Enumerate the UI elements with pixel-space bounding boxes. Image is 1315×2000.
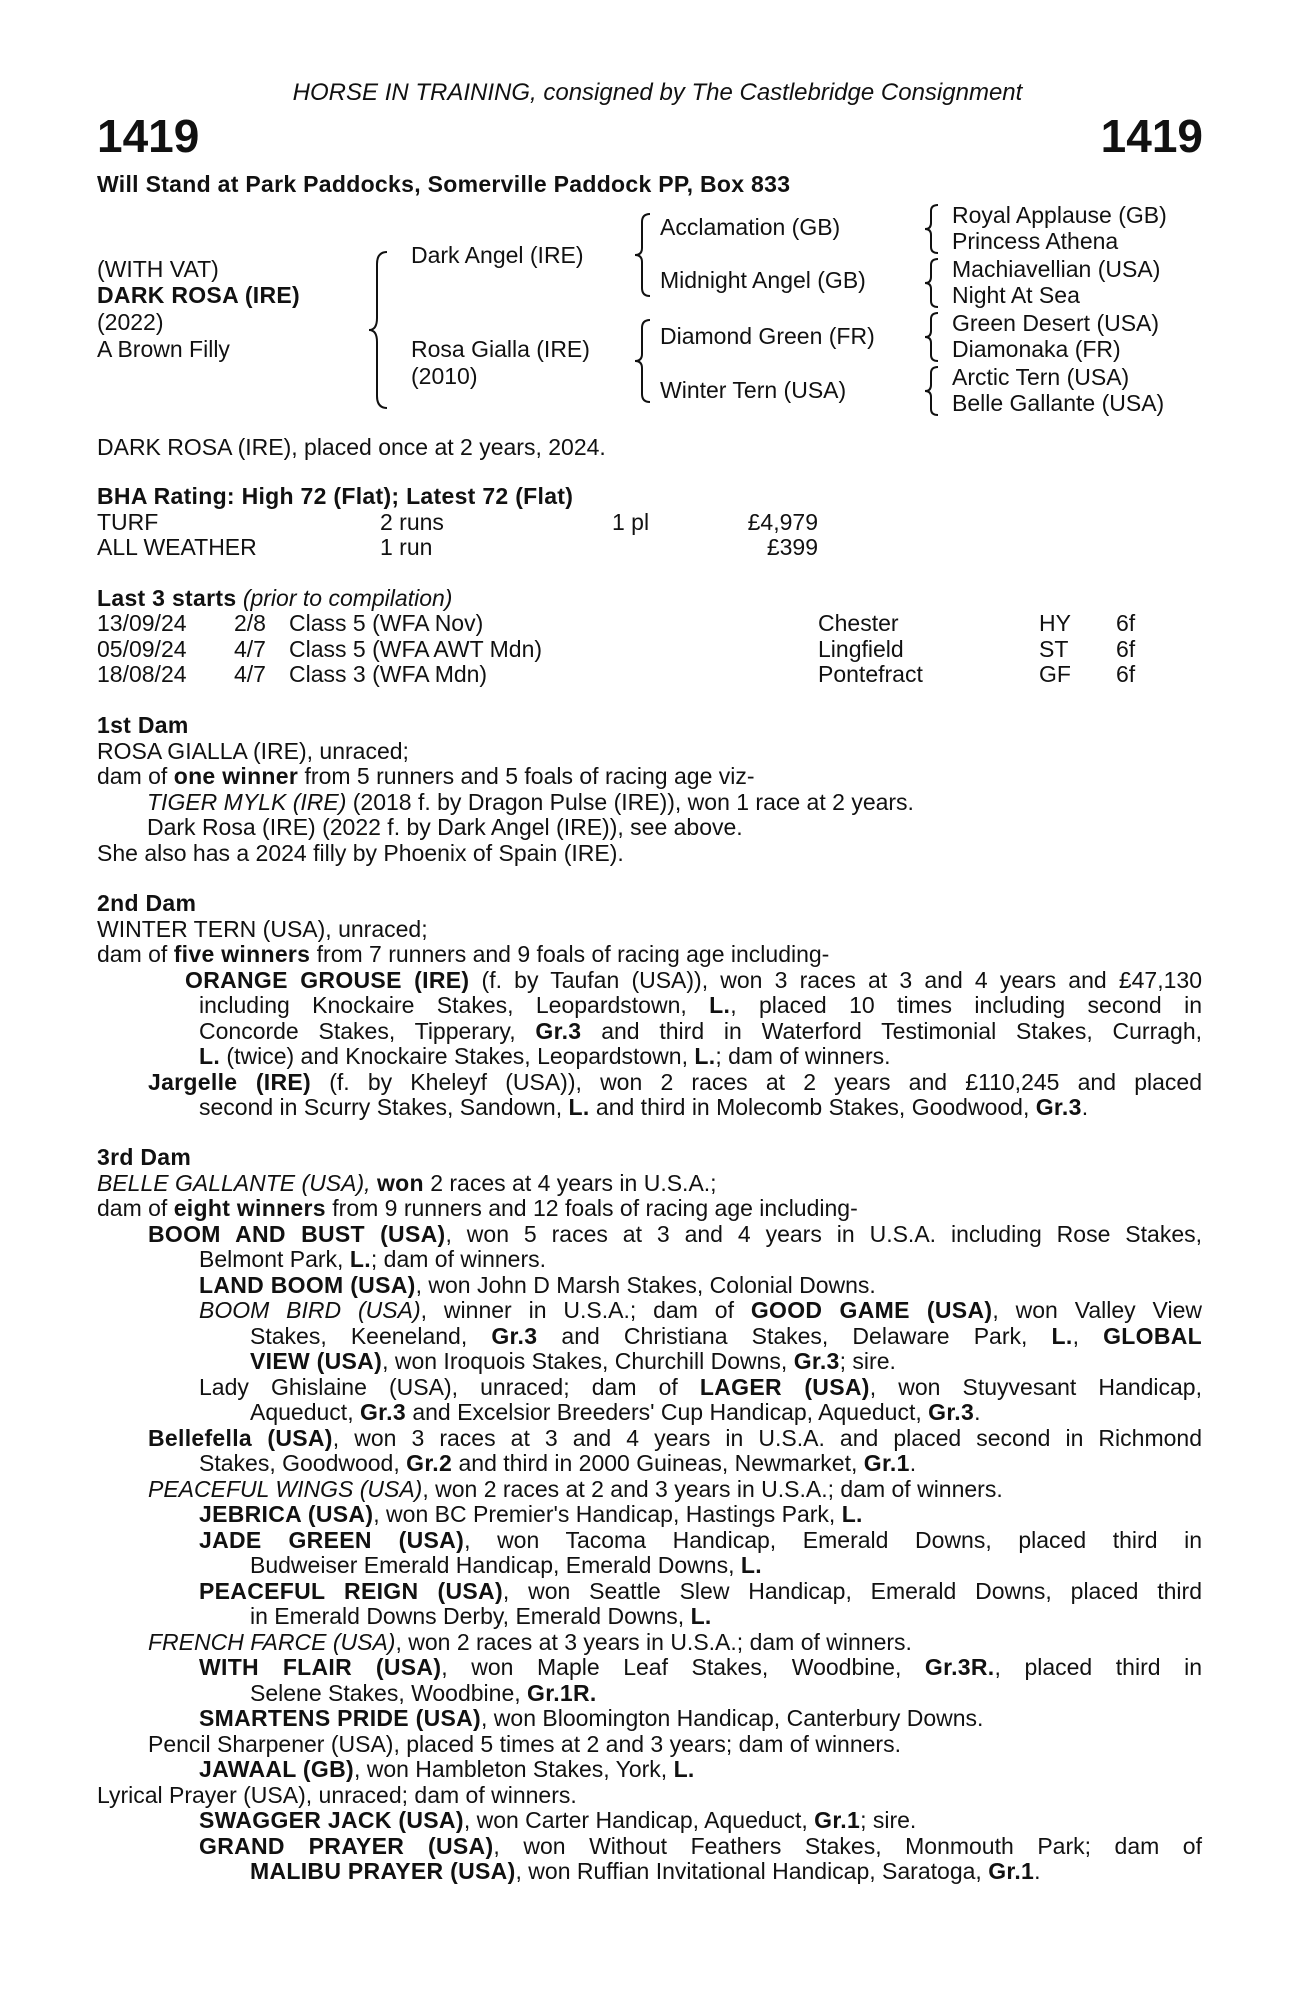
produce-boom-bird [97, 1298, 1202, 1324]
text: Stakes, Keeneland, [250, 1322, 492, 1349]
vat-note: (WITH VAT) [97, 256, 219, 282]
text: ; sire. [839, 1348, 896, 1374]
start-date: 13/09/24 [97, 610, 187, 636]
text: Lady Ghislaine (USA), unraced; dam of [199, 1373, 700, 1400]
text: , won 2 races at 2 and 3 years in U.S.A.; dam of winners. [422, 1475, 1003, 1502]
dam-name: Rosa Gialla (IRE) [411, 336, 590, 362]
g-dss: Green Desert (USA) [952, 310, 1160, 336]
start-course: Chester [818, 610, 899, 636]
third-dam-section [97, 1145, 1202, 1885]
text: ; sire. [860, 1807, 917, 1833]
text: Aqueduct, [250, 1399, 360, 1425]
horse-name: LAGER (USA) [699, 1373, 870, 1400]
grade: Gr.1 [863, 1450, 910, 1476]
horse-name: ORANGE GROUSE (IRE) [185, 966, 470, 993]
first-dam-produce-line [97, 764, 1202, 790]
second-dam-section [97, 891, 1202, 1121]
produce-french-farce [97, 1630, 1202, 1656]
produce-line [97, 1019, 1202, 1045]
grade: L. [690, 1603, 712, 1629]
rating-surface: TURF [97, 509, 159, 535]
text: dam of [97, 941, 174, 967]
start-date: 18/08/24 [97, 661, 187, 687]
start-going: ST [1039, 636, 1069, 662]
text: 2 races at 4 years in U.S.A.; [423, 1169, 717, 1196]
horse-name: LAND BOOM (USA) [199, 1271, 416, 1298]
horse-name: MALIBU PRAYER (USA) [250, 1858, 516, 1884]
horse-description: A Brown Filly [97, 336, 230, 362]
produce-line [97, 1095, 1202, 1121]
sire-name: Dark Angel (IRE) [411, 242, 584, 268]
start-course: Lingfield [818, 636, 904, 662]
produce-line [97, 1324, 1202, 1350]
start-course: Pontefract [818, 661, 923, 687]
produce-bellefella [97, 1426, 1202, 1452]
horse-name: TIGER MYLK (IRE) [147, 788, 347, 815]
text: second in Scurry Stakes, Sandown, [199, 1094, 569, 1120]
horse-name: Jargelle (IRE) [148, 1068, 311, 1095]
grade: L. [694, 1043, 716, 1069]
produce-orange-grouse [97, 968, 1202, 994]
start-going: GF [1039, 661, 1071, 687]
g-ddd: Belle Gallante (USA) [952, 390, 1165, 416]
brace-g3 [922, 311, 942, 363]
horse-name: VIEW (USA) [250, 1348, 383, 1374]
text: dam of [97, 763, 174, 789]
grade: Gr.3 [793, 1348, 840, 1374]
text: , won John D Marsh Stakes, Colonial Downs. [415, 1271, 876, 1298]
starts-subtitle: (prior to compilation) [242, 585, 453, 611]
first-dam-title: 1st Dam [97, 712, 189, 738]
text: . [1081, 1094, 1089, 1120]
horse-name: Bellefella (USA) [148, 1424, 333, 1451]
second-dam-produce-line [97, 942, 1202, 968]
start-position: 4/7 [234, 661, 266, 687]
text: including Knockaire Stakes, Leopardstown, [199, 992, 710, 1018]
first-dam-note: She also has a 2024 filly by Phoenix of Spain (IRE). [97, 839, 624, 866]
rating-earnings: £399 [766, 534, 818, 560]
produce-line [97, 1553, 1202, 1579]
grade: Gr.3 [359, 1399, 406, 1425]
produce-line [97, 1451, 1202, 1477]
rating-runs: 2 runs [380, 509, 444, 535]
g-sss: Royal Applause (GB) [952, 202, 1167, 228]
grade: L. [841, 1501, 863, 1527]
produce-line [97, 1681, 1202, 1707]
text: won [376, 1169, 424, 1196]
start-distance: 6f [1116, 636, 1136, 662]
brace-g4 [922, 365, 942, 417]
text: (f. by Kheleyf (USA)), won 2 races at 2 years and £110,245 and placed [311, 1068, 1202, 1095]
grade: Gr.3 [535, 1017, 582, 1044]
start-date: 05/09/24 [97, 636, 187, 662]
text: ; dam of winners. [715, 1043, 891, 1069]
produce-boom-and-bust [97, 1222, 1202, 1248]
produce-peaceful-wings [97, 1477, 1202, 1503]
third-dam-title: 3rd Dam [97, 1144, 192, 1170]
grade: Gr.3 [1035, 1094, 1082, 1120]
horse-name: DARK ROSA (IRE) [97, 282, 300, 308]
sire-sire: Acclamation (GB) [660, 214, 841, 240]
third-dam-produce-line [97, 1196, 1202, 1222]
text: ; dam of winners. [370, 1246, 547, 1272]
winners-count: five winners [173, 941, 311, 967]
text: , placed 10 times including second in [730, 992, 1202, 1018]
text: , won Stuyvesant Handicap, [869, 1373, 1202, 1400]
produce-malibu-prayer [97, 1859, 1202, 1885]
text: , won Tacoma Handicap, Emerald Downs, placed third in [464, 1526, 1202, 1553]
produce-line [97, 1604, 1202, 1630]
horse-name: SMARTENS PRIDE (USA) [199, 1705, 482, 1731]
g-dds: Arctic Tern (USA) [952, 364, 1130, 390]
text: , won Iroquois Stakes, Churchill Downs, [382, 1348, 794, 1374]
produce-jawaal [97, 1757, 1202, 1783]
text: Concorde Stakes, Tipperary, [199, 1017, 536, 1044]
text: and third in Waterford Testimonial Stakes, Curragh, [581, 1017, 1202, 1044]
horse-name: JEBRICA (USA) [199, 1501, 374, 1527]
text: BELLE GALLANTE (USA), [97, 1169, 377, 1196]
grade: Gr.1R. [527, 1679, 597, 1706]
horse-name: BOOM AND BUST (USA) [148, 1220, 446, 1247]
g-sdd: Night At Sea [952, 282, 1080, 308]
produce-with-flair [97, 1655, 1202, 1681]
horse-name: FRENCH FARCE (USA) [148, 1628, 396, 1655]
produce-lyrical-prayer: Lyrical Prayer (USA), unraced; dam of winners. [97, 1781, 577, 1808]
pedigree-brace-main [365, 250, 395, 410]
text: and third in Molecomb Stakes, Goodwood, [589, 1094, 1036, 1120]
text: in Emerald Downs Derby, Emerald Downs, [250, 1603, 691, 1629]
text: and Christiana Stakes, Delaware Park, [537, 1322, 1052, 1349]
horse-name: BOOM BIRD (USA) [199, 1297, 421, 1323]
produce-pencil-sharpener: Pencil Sharpener (USA), placed 5 times at 2 and 3 years; dam of winners. [148, 1730, 901, 1757]
horse-name: JADE GREEN (USA) [199, 1526, 465, 1553]
start-race: Class 5 (WFA AWT Mdn) [289, 636, 543, 662]
consignment-header: HORSE IN TRAINING, consigned by The Castlebridge Consignment [292, 79, 1023, 106]
lot-number-left: 1419 [97, 110, 200, 162]
start-distance: 6f [1116, 610, 1136, 636]
grade: Gr.3 [491, 1322, 538, 1349]
grade: Gr.2 [406, 1450, 453, 1476]
produce-line [97, 1044, 1202, 1070]
produce-land-boom [97, 1273, 1202, 1299]
text: , won 5 races at 3 and 4 years in U.S.A. including Rose Stakes, [445, 1220, 1202, 1247]
horse-name: GRAND PRAYER (USA) [199, 1832, 494, 1859]
text: , won Ruffian Invitational Handicap, Saratoga, [515, 1858, 989, 1884]
text: dam of [97, 1195, 174, 1221]
horse-name: PEACEFUL WINGS (USA) [148, 1475, 423, 1502]
starts-title: Last 3 starts [97, 585, 237, 611]
text: , won Hambleton Stakes, York, [353, 1756, 674, 1782]
produce-line [97, 993, 1202, 1019]
produce-swagger-jack [97, 1808, 1202, 1834]
text: (2018 f. by Dragon Pulse (IRE)), won 1 race at 2 years. [346, 788, 914, 815]
winners-count: eight winners [173, 1195, 326, 1221]
produce-peaceful-reign [97, 1579, 1202, 1605]
grade: L. [568, 1094, 590, 1120]
text: , won BC Premier's Handicap, Hastings Park, [373, 1501, 842, 1527]
produce-jargelle [97, 1070, 1202, 1096]
third-dam-line [97, 1171, 1202, 1197]
grade: Gr.3R. [924, 1654, 995, 1680]
text: , winner in U.S.A.; dam of [420, 1297, 751, 1323]
grade: L. [199, 1043, 221, 1069]
first-dam-section [97, 713, 1202, 866]
horse-summary: DARK ROSA (IRE), placed once at 2 years, 2024. [97, 434, 606, 460]
first-dam-line: ROSA GIALLA (IRE), unraced; [97, 737, 409, 764]
produce-dark-rosa: Dark Rosa (IRE) (2022 f. by Dark Angel (IRE)), see above. [147, 814, 743, 840]
start-race: Class 5 (WFA Nov) [289, 610, 484, 636]
text: and Excelsior Breeders' Cup Handicap, Aqueduct, [405, 1399, 929, 1425]
dam-year: (2010) [411, 363, 478, 389]
g-dsd: Diamonaka (FR) [952, 336, 1121, 362]
grade: L. [673, 1756, 695, 1782]
starts-heading [97, 586, 452, 612]
start-race: Class 3 (WFA Mdn) [289, 661, 488, 687]
rating-surface: ALL WEATHER [97, 534, 257, 560]
second-dam-title: 2nd Dam [97, 890, 197, 916]
brace-g2 [922, 257, 942, 309]
produce-line [97, 1247, 1202, 1273]
horse-name: JAWAAL (GB) [199, 1756, 354, 1782]
text: Selene Stakes, Woodbine, [250, 1679, 528, 1706]
text: . [909, 1450, 917, 1476]
grade: L. [709, 992, 731, 1018]
text: , won Maple Leaf Stakes, Woodbine, [441, 1654, 925, 1680]
produce-jade-green [97, 1528, 1202, 1554]
grade: Gr.1 [814, 1807, 861, 1833]
sire-dam: Midnight Angel (GB) [660, 267, 866, 293]
lot-number-right: 1419 [1100, 110, 1203, 162]
horse-year: (2022) [97, 309, 164, 335]
text: , won 3 races at 3 and 4 years in U.S.A. and placed second in Richmond [332, 1424, 1202, 1451]
text: , [1072, 1322, 1104, 1349]
produce-jebrica [97, 1502, 1202, 1528]
text: Stakes, Goodwood, [199, 1450, 407, 1476]
horse-name: GOOD GAME (USA) [750, 1297, 993, 1323]
brace-g1 [922, 203, 942, 255]
start-distance: 6f [1116, 661, 1136, 687]
produce-smartens-pride [97, 1706, 1202, 1732]
produce-grand-prayer [97, 1834, 1202, 1860]
rating-runs: 1 run [380, 534, 433, 560]
dam-sire: Diamond Green (FR) [660, 323, 875, 349]
horse-name: PEACEFUL REIGN (USA) [199, 1577, 503, 1604]
rating-placed: 1 pl [612, 509, 650, 535]
horse-name: GLOBAL [1103, 1322, 1202, 1349]
stable-location: Will Stand at Park Paddocks, Somerville Paddock PP, Box 833 [97, 171, 791, 197]
text: , won Without Feathers Stakes, Monmouth Park; dam of [493, 1832, 1202, 1859]
text: , placed third in [994, 1654, 1202, 1680]
grade: Gr.1 [988, 1858, 1035, 1884]
dam-dam: Winter Tern (USA) [660, 377, 847, 403]
text: from 9 runners and 12 foals of racing age including- [325, 1195, 858, 1221]
rating-earnings: £4,979 [747, 509, 818, 535]
produce-lady-ghislaine [97, 1375, 1202, 1401]
text: from 7 runners and 9 foals of racing age including- [310, 941, 830, 967]
grade: Gr.3 [928, 1399, 975, 1425]
grade: L. [349, 1246, 371, 1272]
text: . [1034, 1858, 1041, 1884]
text: . [974, 1399, 981, 1425]
pedigree-brace-dam [632, 318, 654, 404]
grade: L. [740, 1552, 762, 1578]
text: , won Bloomington Handicap, Canterbury Downs. [481, 1705, 984, 1731]
start-going: HY [1039, 610, 1071, 636]
text: , won Carter Handicap, Aqueduct, [463, 1807, 815, 1833]
produce-line [97, 1400, 1202, 1426]
start-position: 2/8 [234, 610, 266, 636]
text: from 5 runners and 5 foals of racing age viz- [298, 763, 755, 789]
produce-tiger-mylk [97, 790, 1202, 816]
text: , won 2 races at 3 years in U.S.A.; dam of winners. [395, 1628, 912, 1655]
produce-line [97, 1349, 1202, 1375]
horse-name: WITH FLAIR (USA) [199, 1654, 442, 1680]
text: (twice) and Knockaire Stakes, Leopardstown, [220, 1043, 695, 1069]
winners-count: one winner [173, 763, 299, 789]
horse-name: SWAGGER JACK (USA) [199, 1807, 464, 1833]
g-sds: Machiavellian (USA) [952, 256, 1161, 282]
text: , won Valley View [992, 1297, 1202, 1323]
g-ssd: Princess Athena [952, 228, 1119, 254]
start-position: 4/7 [234, 636, 266, 662]
text: Budweiser Emerald Handicap, Emerald Downs, [250, 1552, 741, 1578]
grade: L. [1051, 1322, 1073, 1349]
second-dam-line: WINTER TERN (USA), unraced; [97, 915, 428, 942]
text: (f. by Taufan (USA)), won 3 races at 3 and 4 years and £47,130 [469, 966, 1202, 993]
text: , won Seattle Slew Handicap, Emerald Downs, placed third [502, 1577, 1202, 1604]
pedigree-brace-sire [632, 212, 654, 298]
text: and third in 2000 Guineas, Newmarket, [452, 1450, 864, 1476]
text: Belmont Park, [199, 1246, 350, 1272]
rating-title: BHA Rating: High 72 (Flat); Latest 72 (Flat) [97, 483, 574, 509]
